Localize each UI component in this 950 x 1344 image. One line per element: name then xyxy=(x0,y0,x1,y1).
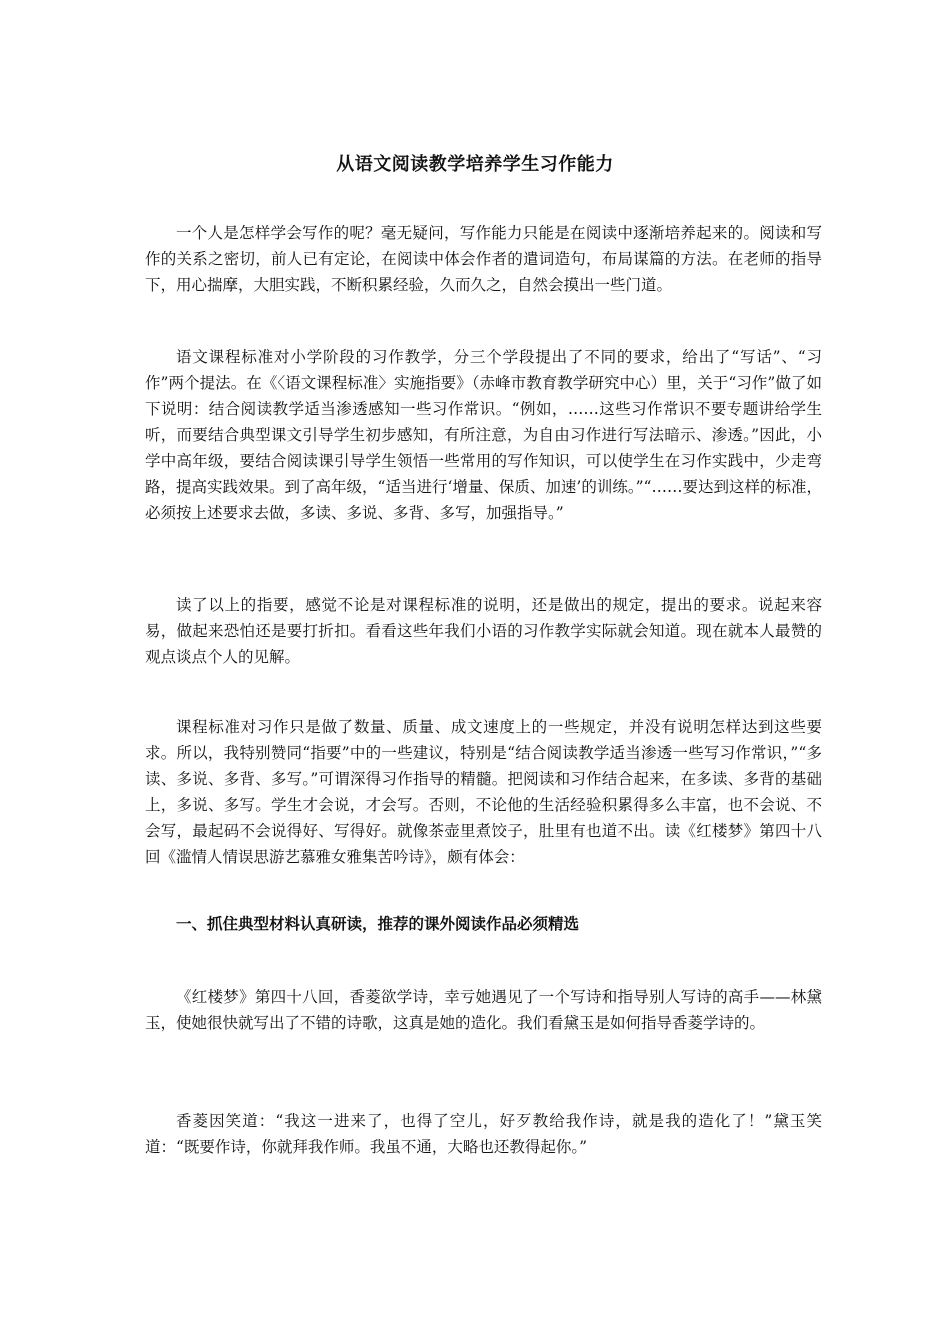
paragraph-1: 一个人是怎样学会写作的呢？毫无疑问，写作能力只能是在阅读中逐渐培养起来的。阅读和写作的关系之密切，前人已有定论，在阅读中体会作者的遣词造句，布局谋篇的方法。在老师的指导下，用心揣摩，大胆实践，不断积累经验，久而久之，自然会摸出一些门道。 xyxy=(145,224,822,294)
paragraph-2: 语文课程标准对小学阶段的习作教学，分三个学段提出了不同的要求，给出了“写话”、“习作”两个提法。在《〈语文课程标准〉实施指要》（赤峰市教育教学研究中心）里，关于“习作”做了如下说明：结合阅读教学适当渗透感知一些习作常识。“例如，……这些习作常识不要专题讲给学生听，而要结合典型课文引导学生初步感知，有所注意，为自由习作进行写法暗示、渗透。”因此，小学中高年级，要结合阅读课引导学生领悟一些常用的写作知识，可以使学生在习作实践中，少走弯路，提高实践效果。到了高年级，“适当进行‘增量、保质、加速’的训练。”“……要达到这样的标准，必须按上述要求去做，多读、多说、多背、多写，加强指导。” xyxy=(145,348,822,522)
section-heading: 一、抓住典型材料认真研读，推荐的课外阅读作品必须精选 xyxy=(176,914,580,933)
paragraph-5: 《红楼梦》第四十八回，香菱欲学诗，幸亏她遇见了一个写诗和指导别人写诗的高手——林黛玉，使她很快就写出了不错的诗歌，这真是她的造化。我们看黛玉是如何指导香菱学诗的。 xyxy=(145,988,822,1032)
page-title: 从语文阅读教学培养学生习作能力 xyxy=(336,154,614,175)
paragraph-4: 课程标准对习作只是做了数量、质量、成文速度上的一些规定，并没有说明怎样达到这些要求。所以，我特别赞同“指要”中的一些建议，特别是“结合阅读教学适当渗透一些写习作常识，”“多读、多说、多背、多写。”可谓深得习作指导的精髓。把阅读和习作结合起来，在多读、多背的基础上，多说、多写。学生才会说，才会写。否则，不论他的生活经验积累得多么丰富，也不会说、不会写，最起码不会说得好、写得好。就像茶壶里煮饺子，肚里有也道不出。读《红楼梦》第四十八回《滥情人情误思游艺慕雅女雅集苦吟诗》，颇有体会： xyxy=(145,718,822,866)
paragraph-3: 读了以上的指要，感觉不论是对课程标准的说明，还是做出的规定，提出的要求。说起来容易，做起来恐怕还是要打折扣。看看这些年我们小语的习作教学实际就会知道。现在就本人最赞的观点谈点个人的见解。 xyxy=(145,596,822,666)
paragraph-6: 香菱因笑道：“我这一进来了，也得了空儿，好歹教给我作诗，就是我的造化了！”黛玉笑道：“既要作诗，你就拜我作师。我虽不通，大略也还教得起你。” xyxy=(145,1112,822,1156)
